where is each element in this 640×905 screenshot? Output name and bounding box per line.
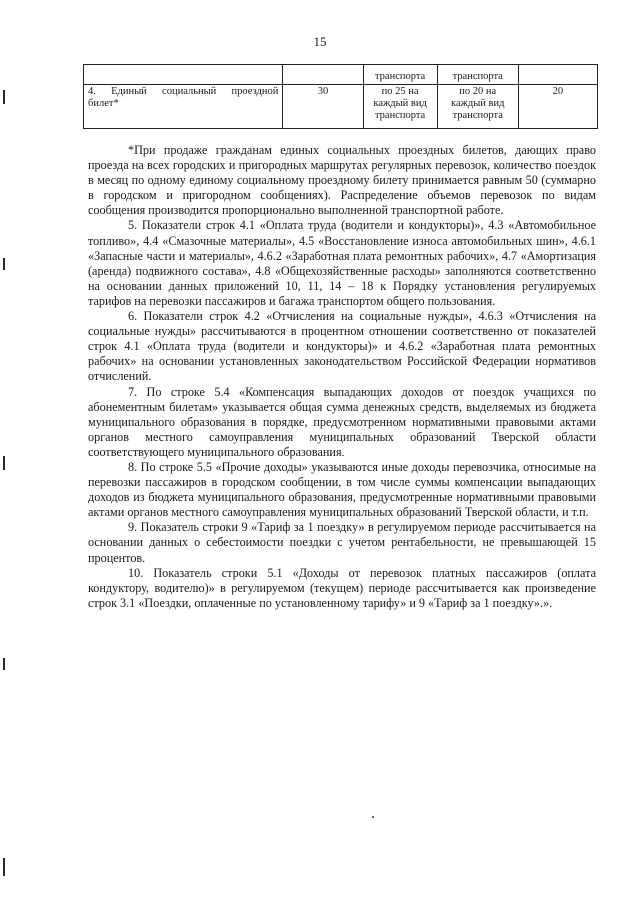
ticket-name-word: социальный: [162, 86, 217, 97]
ticket-name-word: 4.: [88, 86, 96, 97]
scan-speck: [372, 816, 374, 818]
table-row: [84, 85, 598, 129]
table-cell: [518, 65, 597, 85]
paragraph-6: 6. Показатели строк 4.2 «Отчисления на социальные нужды», 4.6.3 «Отчисления на социальные нужды» рассчитываются в процентном отношении соответственно от показателей строк 4.1 «Оплата труда (водители и кондукторы)» и 4.6.2 «Заработная плата ремонтных рабочих» на основании установленных законодательством Российской Федерации нормативов отчислений.: [88, 309, 596, 384]
table-cell: по 25 на каждый вид транспорта: [363, 85, 437, 129]
paragraph-10: 10. Показатель строки 5.1 «Доходы от перевозок платных пассажиров (оплата кондуктору, водителю)» в регулируемом (текущем) периоде рассчитывается как произведение строк 3.1 «Поездки, оплаченные по установленному тарифу» и 9 «Тариф за 1 поездку».».: [88, 565, 596, 610]
table-cell: [283, 65, 363, 85]
paragraph-7: 7. По строке 5.4 «Компенсация выпадающих доходов от поездок учащихся по абонементным билетам» указывается общая сумма денежных средств, выделяемых из бюджета муниципального образования в порядке, предусмотренном нормативными правовыми актами органов местного самоуправления муниципальных образований Тверской области соответствующего муниципального образования.: [88, 384, 596, 459]
document-body: [88, 143, 596, 611]
tariff-table-fragment: [83, 64, 598, 129]
table-cell: [84, 65, 283, 85]
table-cell: транспорта: [363, 65, 437, 85]
page-number: 15: [313, 34, 327, 49]
footnote-paragraph: *При продаже гражданам единых социальных проездных билетов, дающих право проезда на всех городских и пригородных маршрутах регулярных перевозок, количество поездок в месяц по одному единому социальному проездному билету принимается равным 50 (суммарно в городском и пригородном сообщениях). Распределение объемов перевозок по видам сообщения производится пропорционально выполненной транспортной работе.: [88, 143, 596, 218]
table-cell: 20: [518, 85, 597, 129]
ticket-name-line2: билет*: [88, 98, 119, 109]
paragraph-8: 8. По строке 5.5 «Прочие доходы» указываются иные доходы перевозчика, относимые на перевозки пассажиров в городском сообщении, в том числе суммы компенсации выпадающих доходов из бюджета муниципального образования, предусмотренные нормативными правовыми актами органов местного самоуправления муниципальных образований Тверской области, и т.п.: [88, 459, 596, 520]
table-cell: по 20 на каждый вид транспорта: [437, 85, 518, 129]
paragraph-9: 9. Показатель строки 9 «Тариф за 1 поездку» в регулируемом периоде рассчитывается на основании данных о себестоимости поездки с учетом рентабельности, не превышающей 15 процентов.: [88, 520, 596, 565]
ticket-name-word: проездной: [231, 86, 279, 97]
paragraph-5: 5. Показатели строк 4.1 «Оплата труда (водители и кондукторы)», 4.3 «Автомобильное топливо», 4.4 «Смазочные материалы», 4.5 «Восстановление износа автомобильных шин», 4.6.1 «Запасные части и материалы», 4.6.2 «Заработная плата ремонтных рабочих», 4.7 «Амортизация (аренда) подвижного состава», 4.8 «Общехозяйственные расходы» заполняются соответственно на основании данных приложений 10, 11, 14 – 18 к Порядку установления регулируемых тарифов на перевозки пассажиров и багажа транспортом общего пользования.: [88, 218, 596, 308]
ticket-name-word: Единый: [111, 86, 147, 97]
table-cell-ticket-name: [84, 85, 283, 129]
table-cell: 30: [283, 85, 363, 129]
table-cell: транспорта: [437, 65, 518, 85]
table-row: [84, 65, 598, 85]
